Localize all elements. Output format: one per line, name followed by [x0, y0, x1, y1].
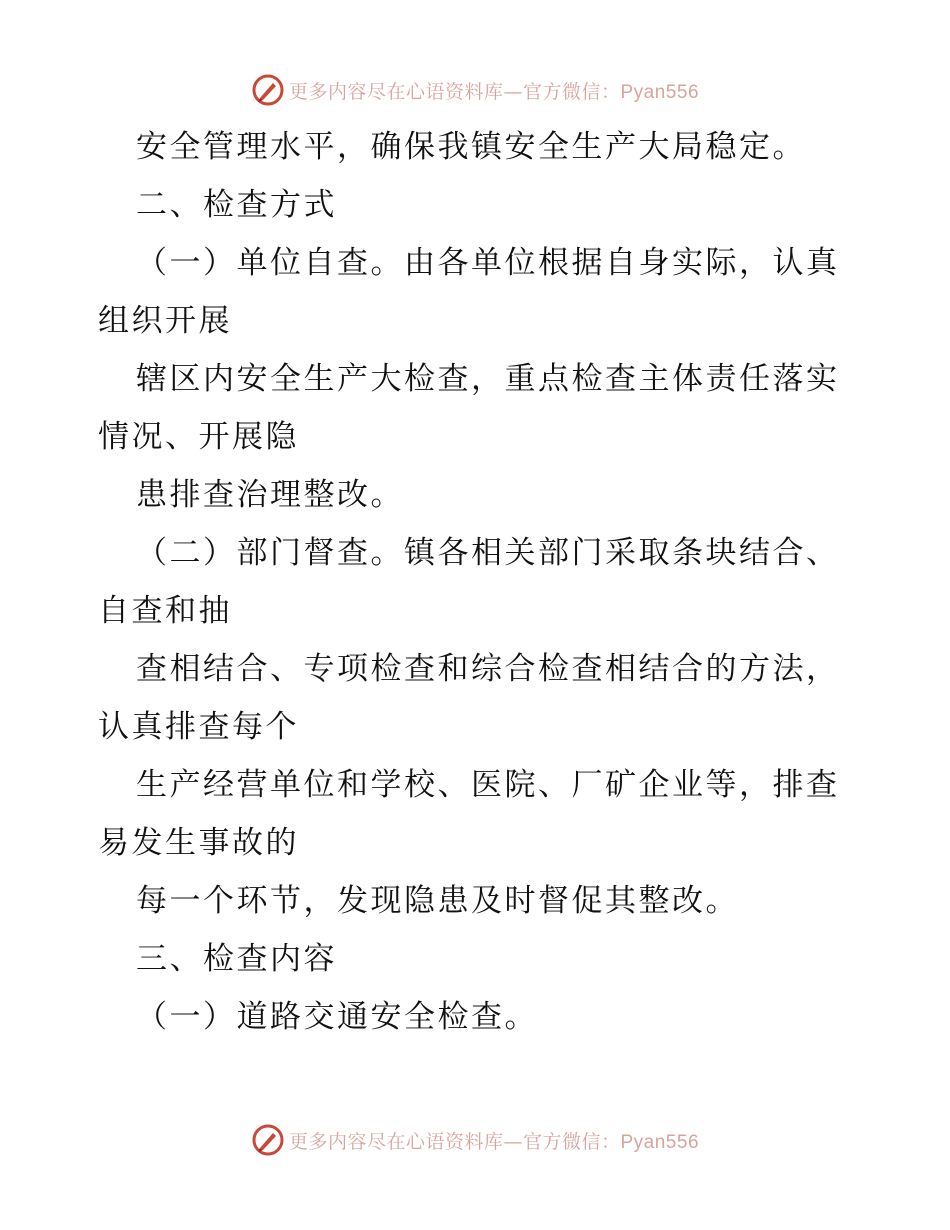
watermark-text: 更多内容尽在心语资料库—官方微信：Pyan556 — [288, 1130, 700, 1153]
text-line: 查相结合、专项检查和综合检查相结合的方法， — [136, 651, 840, 687]
text-line: 患排查治理整改。 — [136, 477, 404, 513]
pen-logo-icon — [251, 73, 285, 107]
text-line: （二）部门督查。镇各相关部门采取条块结合、 — [136, 535, 840, 571]
text-line: 情况、开展隐 — [98, 419, 299, 455]
text-line: （一）单位自查。由各单位根据自身实际，认真 — [136, 245, 840, 281]
text-line: 辖区内安全生产大检查，重点检查主体责任落实 — [136, 361, 840, 397]
document-body — [98, 118, 858, 1046]
text-line: 生产经营单位和学校、医院、厂矿企业等，排查 — [136, 767, 840, 803]
text-line: 安全管理水平，确保我镇安全生产大局稳定。 — [136, 129, 806, 165]
footer-watermark — [0, 1120, 950, 1160]
text-line: 自查和抽 — [98, 593, 232, 629]
pen-logo-icon — [251, 1123, 285, 1157]
text-line: 易发生事故的 — [98, 825, 299, 861]
watermark-text: 更多内容尽在心语资料库—官方微信：Pyan556 — [288, 80, 700, 103]
text-line: 组织开展 — [98, 303, 232, 339]
text-line: 每一个环节，发现隐患及时督促其整改。 — [136, 883, 739, 919]
text-line: 三、检查内容 — [136, 941, 337, 977]
text-line: 二、检查方式 — [136, 187, 337, 223]
text-line: （一）道路交通安全检查。 — [136, 999, 538, 1035]
header-watermark — [0, 70, 950, 110]
text-line: 认真排查每个 — [98, 709, 299, 745]
